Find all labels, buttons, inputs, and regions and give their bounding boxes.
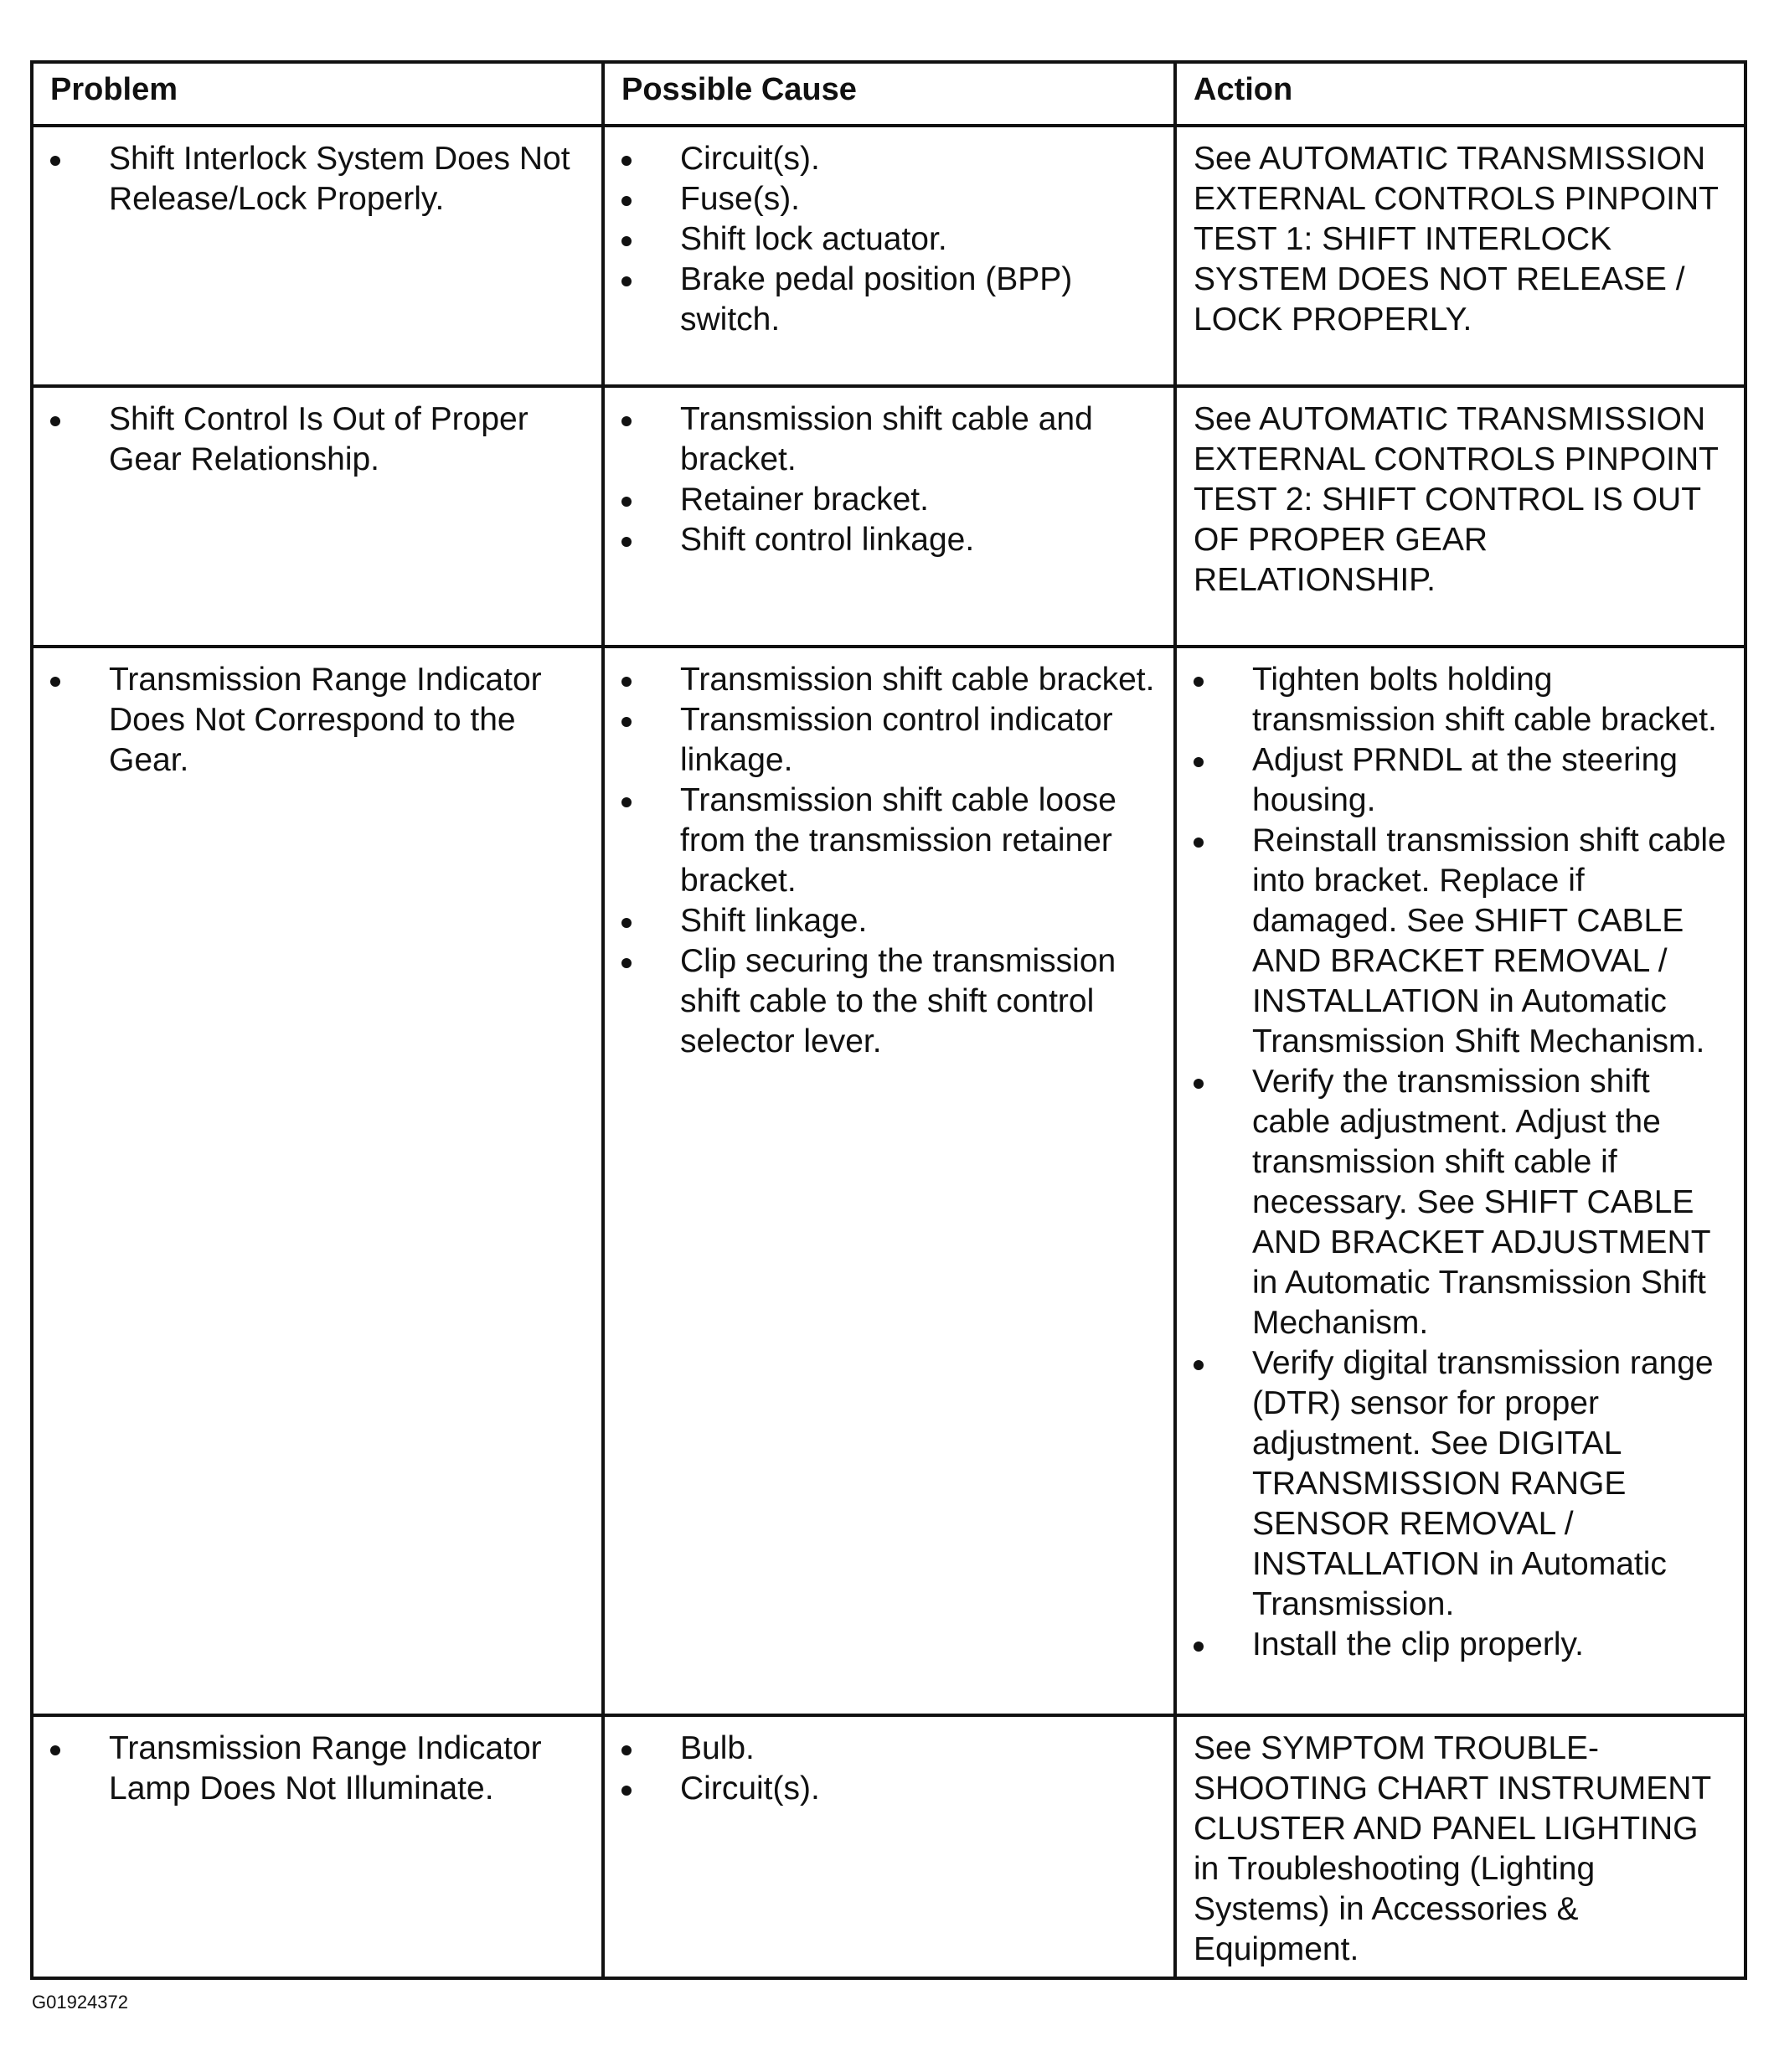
action-cell [1175, 1715, 1745, 1978]
bullet-icon [621, 1786, 632, 1796]
list-item: Verify the transmission shift cable adjustment. Adjust the transmission shift cable if necessary. See SHIFT CABLE AND BRACKET ADJUSTMENT in Automatic Transmission Shift Mechanism. [1194, 1062, 1727, 1343]
problem-cell [32, 1715, 603, 1978]
action-cell [1175, 386, 1745, 647]
list-item: Tighten bolts holding transmission shift cable bracket. [1194, 660, 1727, 740]
list-item: Adjust PRNDL at the steering housing. [1194, 740, 1727, 821]
bullet-icon [50, 1745, 60, 1755]
bullet-icon [1194, 757, 1204, 767]
bullet-icon [621, 276, 632, 286]
bullet-icon [621, 958, 632, 968]
figure-code: G01924372 [32, 1992, 128, 2013]
bullet-icon [621, 918, 632, 928]
bullet-icon [1194, 838, 1204, 848]
problem-cell [32, 647, 603, 1715]
header-problem: Problem [32, 62, 603, 126]
bullet-icon [1194, 1079, 1204, 1089]
list-item: Transmission Range Indicator Lamp Does Not Illuminate. [50, 1729, 585, 1809]
list-item: Shift Control Is Out of Proper Gear Relationship. [50, 399, 585, 480]
bullet-icon [621, 537, 632, 547]
bullet-icon [621, 196, 632, 206]
table-row [32, 386, 1745, 647]
list-item: Transmission shift cable and bracket. [621, 399, 1157, 480]
bullet-icon [621, 236, 632, 246]
list-item: Circuit(s). [621, 139, 1157, 179]
table-row [32, 1715, 1745, 1978]
list-item: Bulb. [621, 1729, 1157, 1769]
problem-cell [32, 386, 603, 647]
list-item: Shift lock actuator. [621, 219, 1157, 260]
bullet-icon [50, 416, 60, 426]
bullet-icon [1194, 1360, 1204, 1370]
bullet-icon [621, 416, 632, 426]
table-row [32, 126, 1745, 386]
list-item: Reinstall transmission shift cable into bracket. Replace if damaged. See SHIFT CABLE AND BRACKET REMOVAL / INSTALLATION in Automatic Transmission Shift Mechanism. [1194, 821, 1727, 1062]
cause-cell [603, 1715, 1175, 1978]
list-item: Shift control linkage. [621, 520, 1157, 560]
bullet-icon [621, 156, 632, 166]
list-item: Transmission shift cable bracket. [621, 660, 1157, 700]
table-row [32, 647, 1745, 1715]
list-item: Retainer bracket. [621, 480, 1157, 520]
list-item: Transmission shift cable loose from the transmission retainer bracket. [621, 781, 1157, 901]
action-cell [1175, 647, 1745, 1715]
header-possible-cause: Possible Cause [603, 62, 1175, 126]
bullet-icon [1194, 1642, 1204, 1652]
bullet-icon [1194, 677, 1204, 687]
table-header-row [32, 62, 1745, 126]
cause-cell [603, 647, 1175, 1715]
list-item: Shift Interlock System Does Not Release/Lock Properly. [50, 139, 585, 219]
action-text: See SYMPTOM TROUBLE-SHOOTING CHART INSTRUMENT CLUSTER AND PANEL LIGHTING in Troubleshooting (Lighting Systems) in Accessories & Equipment. [1194, 1730, 1711, 1967]
list-item: Brake pedal position (BPP) switch. [621, 260, 1157, 340]
list-item: Verify digital transmission range (DTR) sensor for proper adjustment. See DIGITAL TRANSMISSION RANGE SENSOR REMOVAL / INSTALLATION in Automatic Transmission. [1194, 1343, 1727, 1625]
bullet-icon [50, 677, 60, 687]
troubleshooting-table [30, 60, 1747, 1980]
problem-cell [32, 126, 603, 386]
list-item: Transmission Range Indicator Does Not Correspond to the Gear. [50, 660, 585, 781]
list-item: Circuit(s). [621, 1769, 1157, 1809]
cause-cell [603, 386, 1175, 647]
list-item: Fuse(s). [621, 179, 1157, 219]
bullet-icon [621, 497, 632, 507]
bullet-icon [621, 797, 632, 807]
list-item: Clip securing the transmission shift cable to the shift control selector lever. [621, 941, 1157, 1062]
troubleshooting-table-container [30, 60, 1744, 1980]
action-cell [1175, 126, 1745, 386]
bullet-icon [621, 677, 632, 687]
bullet-icon [621, 717, 632, 727]
list-item: Shift linkage. [621, 901, 1157, 941]
action-text: See AUTOMATIC TRANSMISSION EXTERNAL CONTROLS PINPOINT TEST 2: SHIFT CONTROL IS OUT OF PROPER GEAR RELATIONSHIP. [1194, 401, 1719, 598]
bullet-icon [621, 1745, 632, 1755]
list-item: Transmission control indicator linkage. [621, 700, 1157, 781]
list-item: Install the clip properly. [1194, 1625, 1727, 1665]
cause-cell [603, 126, 1175, 386]
header-action: Action [1175, 62, 1745, 126]
bullet-icon [50, 156, 60, 166]
action-text: See AUTOMATIC TRANSMISSION EXTERNAL CONTROLS PINPOINT TEST 1: SHIFT INTERLOCK SYSTEM DOES NOT RELEASE / LOCK PROPERLY. [1194, 141, 1719, 338]
